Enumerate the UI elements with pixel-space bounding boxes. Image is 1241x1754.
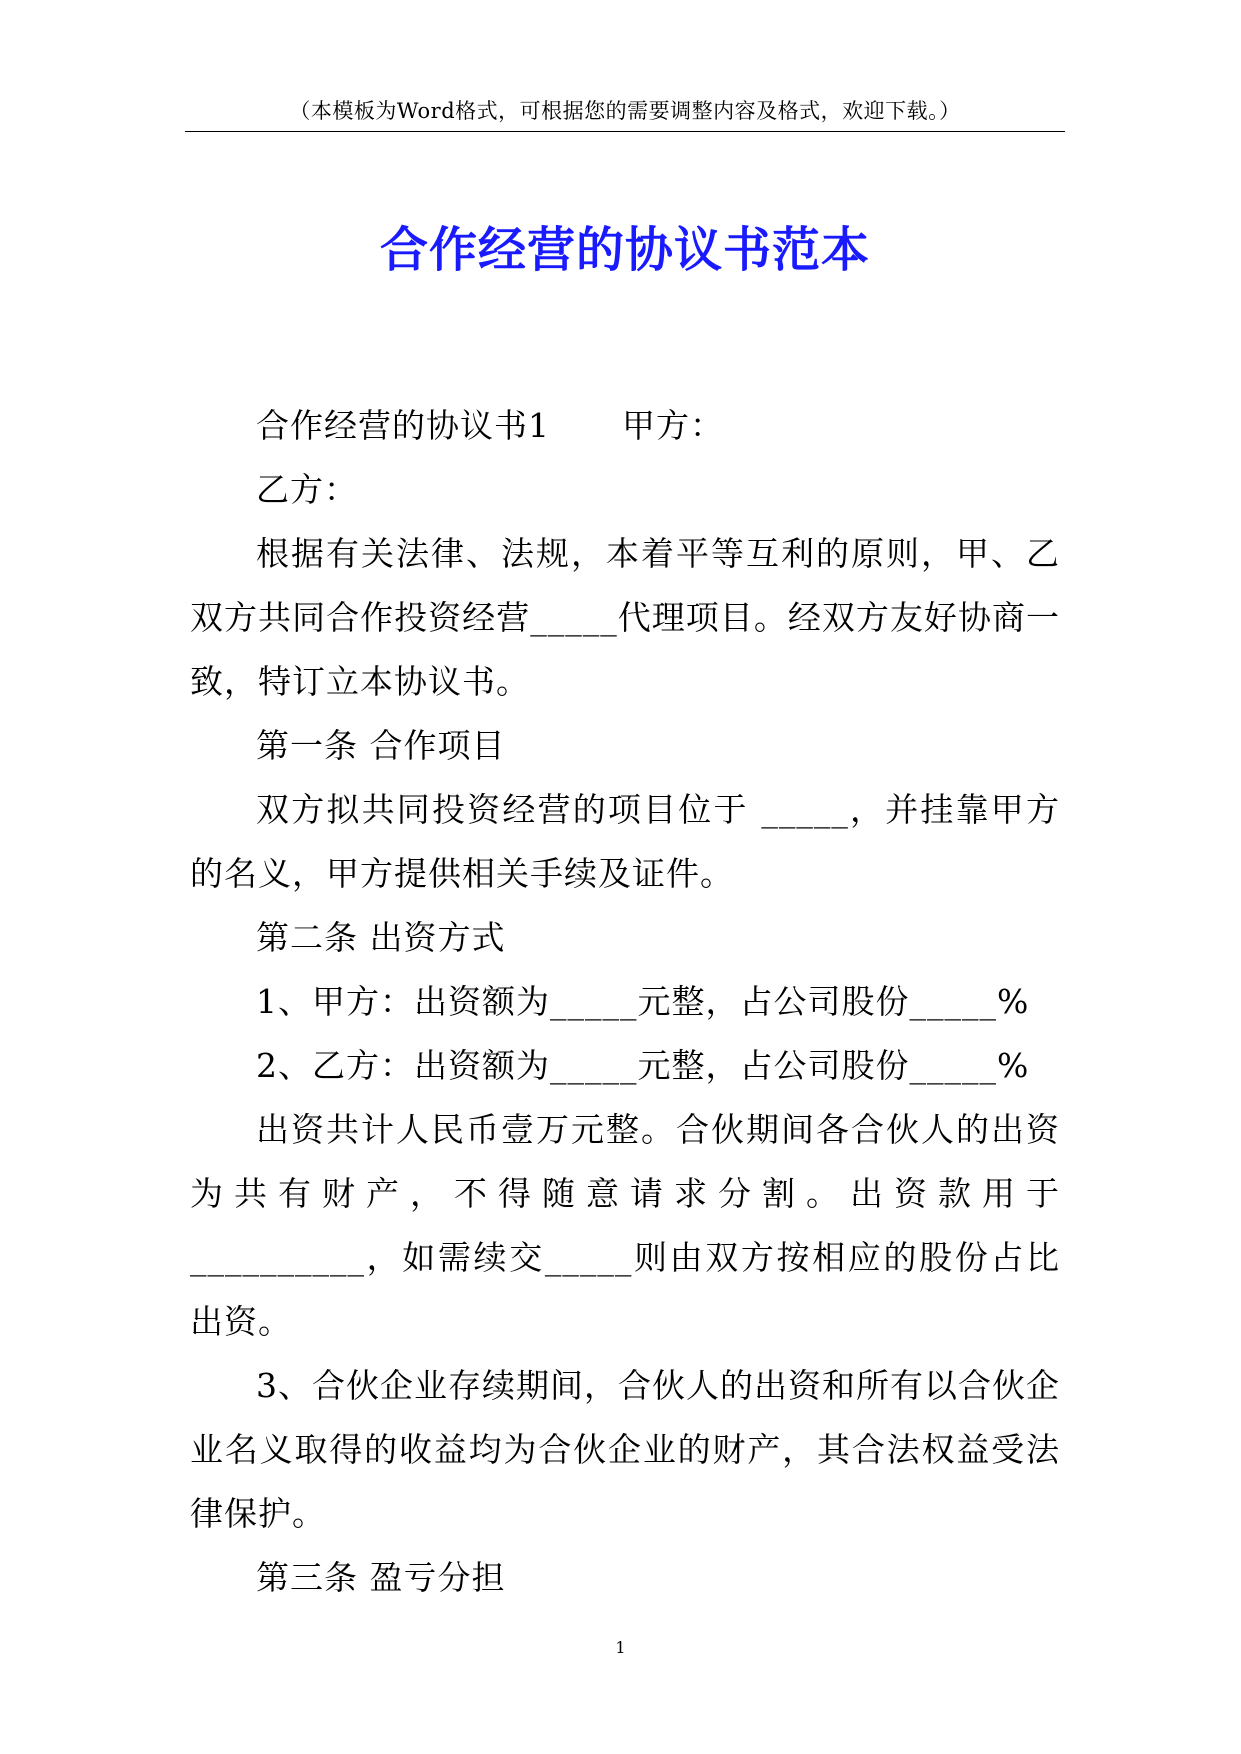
header-note: （本模板为Word格式，可根据您的需要调整内容及格式，欢迎下载。） — [289, 99, 961, 123]
document-body — [190, 394, 1060, 1610]
paragraph-party-a-capital: 1、甲方：出资额为_____元整，占公司股份_____% — [256, 982, 1030, 1021]
party-a-label: 甲方： — [622, 406, 724, 445]
paragraph-project-location: 双方拟共同投资经营的项目位于 _____，并挂靠甲方的名义，甲方提供相关手续及证件。 — [190, 790, 1060, 893]
paragraph-agreement-heading — [190, 394, 1060, 458]
paragraph-party-b: 乙方： — [256, 470, 358, 509]
paragraph-total-capital: 出资共计人民币壹万元整。合伙期间各合伙人的出资为共有财产，不得随意请求分割。出资款用于__________，如需续交_____则由双方按相应的股份占比出资。 — [190, 1110, 1060, 1341]
article-1-heading: 第一条 合作项目 — [256, 726, 506, 765]
header-divider — [185, 131, 1065, 132]
paragraph-preamble: 根据有关法律、法规，本着平等互利的原则，甲、乙双方共同合作投资经营_____代理项目。经双方友好协商一致，特订立本协议书。 — [190, 534, 1060, 701]
document-title: 合作经营的协议书范本 — [379, 222, 870, 278]
paragraph-partnership-property: 3、合伙企业存续期间，合伙人的出资和所有以合伙企业名义取得的收益均为合伙企业的财产，其合法权益受法律保护。 — [190, 1366, 1060, 1533]
article-2-heading: 第二条 出资方式 — [256, 918, 506, 957]
page-number: 1 — [615, 1638, 626, 1657]
article-3-heading: 第三条 盈亏分担 — [256, 1558, 506, 1597]
paragraph-party-b-capital: 2、乙方：出资额为_____元整，占公司股份_____% — [256, 1046, 1030, 1085]
agreement-number-label: 合作经营的协议书1 — [256, 406, 550, 445]
